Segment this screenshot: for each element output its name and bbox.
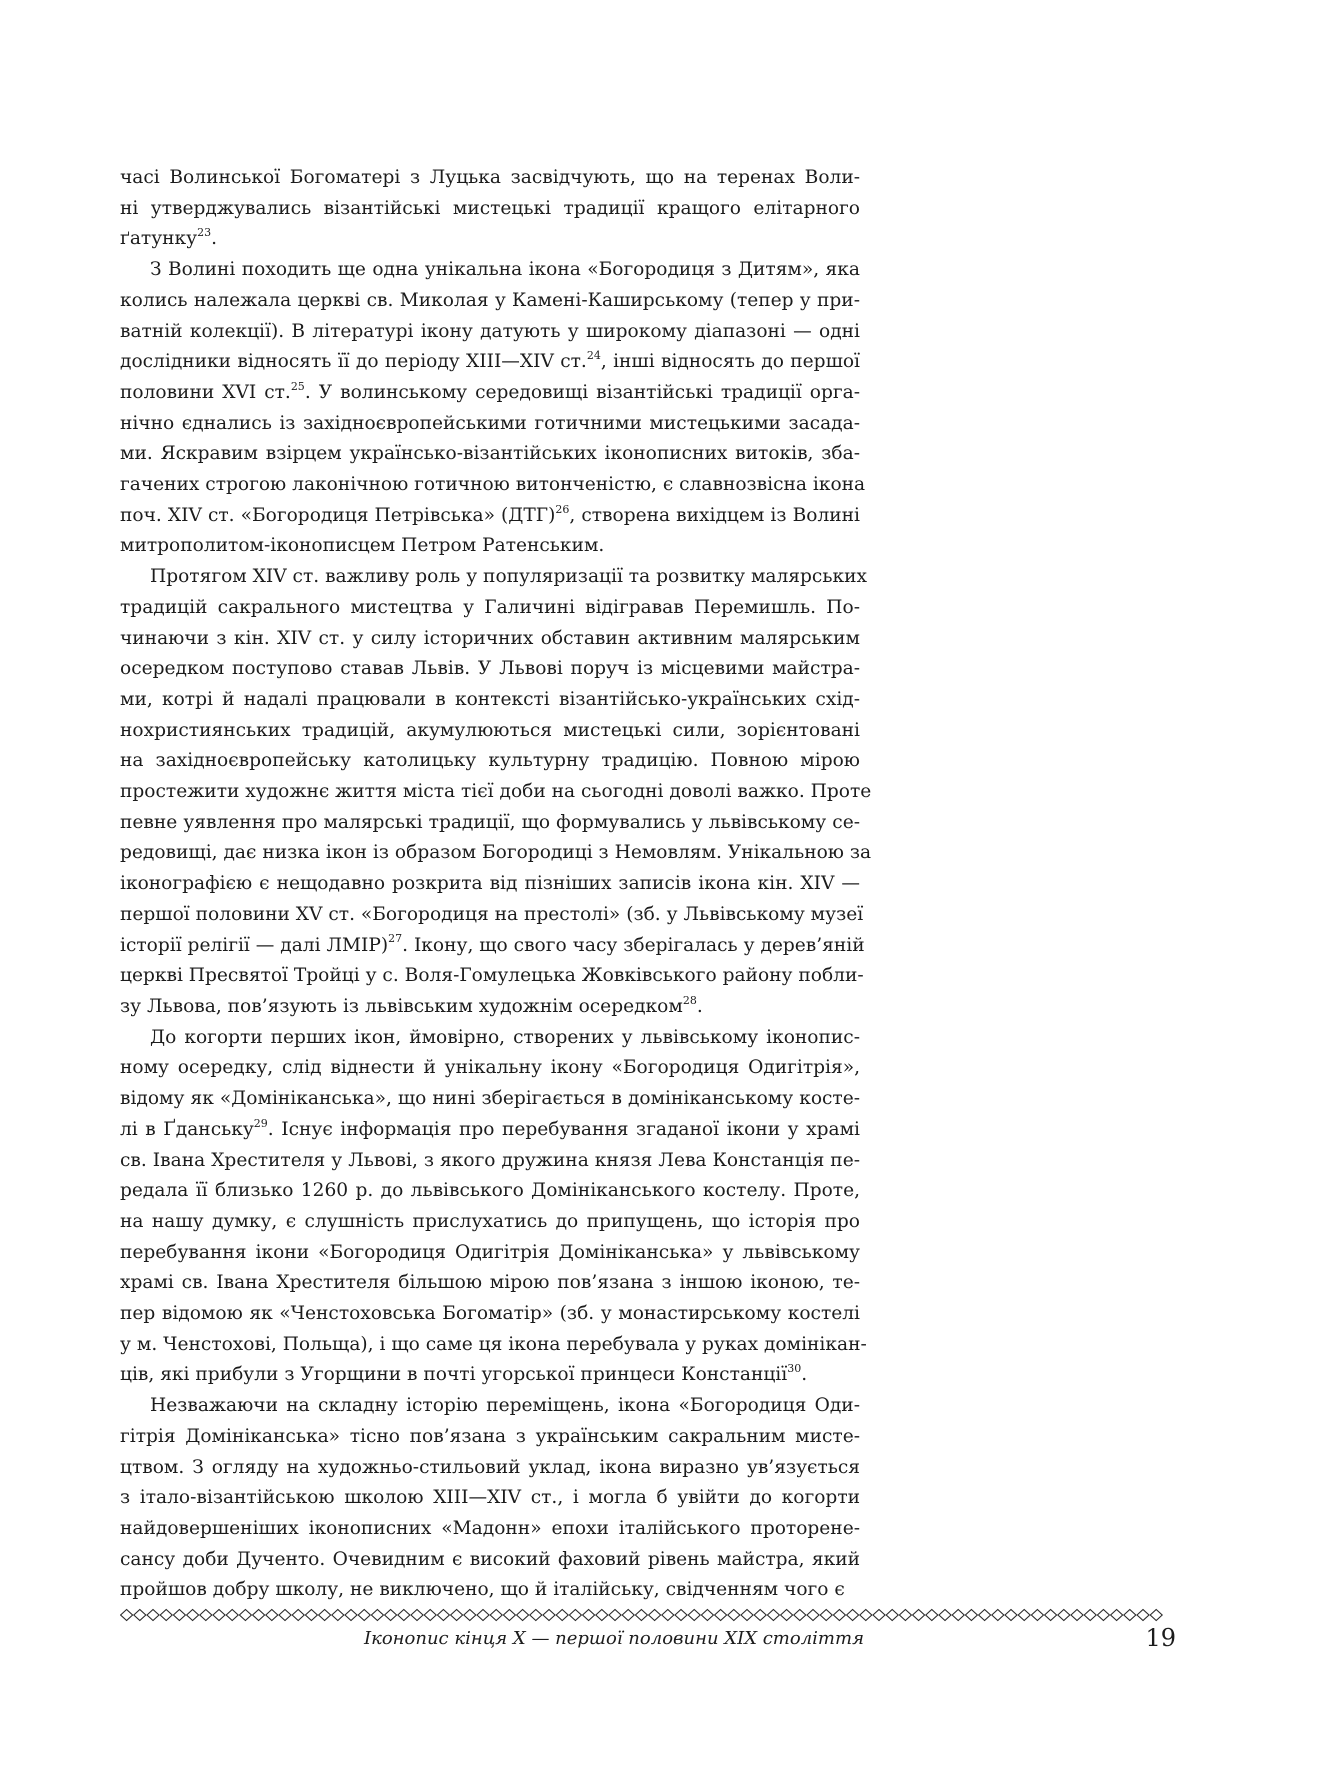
text-line (120, 378, 860, 409)
text-run: . Існує інформація про перебування згаданої ікони у храмі (267, 1118, 860, 1140)
text-run: дослідники відносять її до періоду XIII—XIV ст. (120, 351, 587, 373)
text-line (120, 194, 860, 225)
text-line (120, 1146, 860, 1177)
diamond-ornament (873, 1610, 885, 1621)
diamond-ornament (305, 1610, 317, 1621)
text-line (120, 1483, 860, 1514)
diamond-ornament (121, 1610, 133, 1621)
text-run: зу Львова, пов’язують із львівським художнім осередком (120, 995, 683, 1017)
text-line (120, 1575, 860, 1606)
diamond-ornament (1097, 1610, 1109, 1621)
text-run: простежити художнє життя міста тієї доби на сьогодні доволі важко. Проте (120, 781, 872, 803)
diamond-ornament (332, 1610, 344, 1621)
text-run: . (801, 1364, 808, 1386)
text-run: храмі св. Івана Хрестителя більшою мірою пов’язана з іншою іконою, те- (120, 1272, 860, 1294)
text-line (120, 409, 860, 440)
text-run: половини XVI ст. (120, 381, 291, 403)
diamond-ornament (807, 1610, 819, 1621)
diamond-ornament (160, 1610, 172, 1621)
diamond-ornament (437, 1610, 449, 1621)
diamond-ornament (583, 1610, 595, 1621)
diamond-ornament (820, 1610, 832, 1621)
diamond-ornament (833, 1610, 845, 1621)
text-run: ми, котрі й надалі працювали в контексті візантійсько-українських схід- (120, 688, 860, 710)
text-line (120, 746, 860, 777)
text-line (120, 1115, 860, 1146)
diamond-ornament (517, 1610, 529, 1621)
text-run: . (696, 995, 703, 1017)
footnote-ref: 24 (586, 349, 601, 363)
text-line (120, 1207, 860, 1238)
text-run: . (211, 228, 218, 250)
diamond-ornament (490, 1610, 502, 1621)
text-line (120, 838, 872, 869)
diamond-ornament (451, 1610, 463, 1621)
diamond-ornament (530, 1610, 542, 1621)
text-run: До когорти перших ікон, ймовірно, створених у львівському іконопис- (150, 1026, 860, 1048)
text-line (120, 1514, 860, 1545)
text-run: св. Івана Хрестителя у Львові, з якого дружина князя Лева Констанція пе- (120, 1149, 860, 1171)
diamond-ornament (939, 1610, 951, 1621)
text-run: лі в Ґданську (120, 1118, 254, 1140)
text-run: найдовершеніших іконописних «Мадонн» епохи італійського проторене- (120, 1517, 860, 1539)
text-run: Протягом XIV ст. важливу роль у популяризації та розвитку малярських (150, 566, 867, 588)
diamond-ornament (147, 1610, 159, 1621)
diamond-ornament (662, 1610, 674, 1621)
text-line (120, 931, 865, 962)
text-run: ґатунку (120, 228, 198, 250)
diamond-ornament (556, 1610, 568, 1621)
text-line (120, 347, 860, 378)
diamond-ornament (1071, 1610, 1083, 1621)
text-run: редовищі, дає низка ікон із образом Богородиці з Немовлям. Унікальною за (120, 842, 872, 864)
text-run: редала її близько 1260 р. до львівського Домініканського костелу. Проте, (120, 1180, 860, 1202)
text-line (120, 961, 864, 992)
diamond-ornament (715, 1610, 727, 1621)
footnote-ref: 30 (787, 1362, 802, 1376)
diamond-ornament (965, 1610, 977, 1621)
footnote-ref: 25 (290, 379, 305, 393)
text-run: певне уявлення про малярські традиції, що формувались у львівському се- (120, 811, 860, 833)
diamond-ornament (635, 1610, 647, 1621)
diamond-ornament (1137, 1610, 1149, 1621)
diamond-ornament (1045, 1610, 1057, 1621)
diamond-ornament (239, 1610, 251, 1621)
text-line (120, 1545, 860, 1576)
text-line (120, 716, 860, 747)
diamond-ornament (979, 1610, 991, 1621)
diamond-ornament (371, 1610, 383, 1621)
diamond-ornament (781, 1610, 793, 1621)
diamond-ornament (253, 1610, 265, 1621)
text-run: перебування ікони «Богородиця Одигітрія Домініканська» у львівському (120, 1241, 860, 1263)
text-line (120, 624, 860, 655)
text-line (120, 562, 867, 593)
text-run: нічно єднались із західноєвропейськими готичними мистецькими засада- (120, 412, 860, 434)
text-run: церкві Пресвятої Тройці у с. Воля-Гомулецька Жовківського району побли- (120, 965, 864, 987)
text-run: поч. XIV ст. «Богородиця Петрівська» (ДТГ) (120, 504, 556, 526)
text-line (120, 1268, 860, 1299)
text-run: , створена вихідцем із Волині (569, 504, 860, 526)
diamond-ornament (543, 1610, 555, 1621)
diamond-ornament (952, 1610, 964, 1621)
diamond-ornament (992, 1610, 1004, 1621)
page-number: 19 (1145, 1624, 1176, 1652)
diamond-ornament (1124, 1610, 1136, 1621)
diamond-ornament (675, 1610, 687, 1621)
diamond-ornament (266, 1610, 278, 1621)
text-run: цтвом. З огляду на художньо-стильовий уклад, ікона виразно ув’язується (120, 1456, 860, 1478)
diamond-ornament (926, 1610, 938, 1621)
diamond-ornament (464, 1610, 476, 1621)
text-line (120, 317, 860, 348)
diamond-ornament (200, 1610, 212, 1621)
text-line (120, 1084, 860, 1115)
text-line (120, 255, 860, 286)
diamond-ornament (794, 1610, 806, 1621)
text-line (120, 1330, 867, 1361)
text-run: сансу доби Дученто. Очевидним є високий фаховий рівень майстра, який (120, 1548, 860, 1570)
diamond-ornament (860, 1610, 872, 1621)
footnote-ref: 29 (253, 1116, 268, 1130)
body-paragraph (120, 163, 860, 255)
text-run: ватній колекції). В літературі ікону датують у широкому діапазоні — одні (120, 320, 860, 342)
text-line (120, 1391, 860, 1422)
text-line (120, 685, 860, 716)
diamond-ornament (503, 1610, 515, 1621)
diamond-ornament (279, 1610, 291, 1621)
footnote-ref: 26 (555, 502, 570, 516)
diamond-ornament (649, 1610, 661, 1621)
diamond-ornament (596, 1610, 608, 1621)
text-line (120, 1176, 860, 1207)
text-line (120, 163, 860, 194)
text-run: гітрія Домініканська» тісно пов’язана з українським сакральним мисте- (120, 1425, 860, 1447)
text-run: ців, які прибули з Угорщини в почті угорської принцеси Констанції (120, 1364, 788, 1386)
text-run: часі Волинської Богоматері з Луцька засвідчують, що на теренах Воли- (120, 167, 860, 188)
text-run: гачених строгою лаконічною готичною витонченістю, є славнозвісна ікона (120, 474, 866, 496)
text-line (120, 593, 860, 624)
text-line (120, 1238, 860, 1269)
text-run: . У волинському середовищі візантійські традиції орга- (304, 381, 860, 403)
text-run: чинаючи з кін. XIV ст. у силу історичних обставин активним малярським (120, 627, 860, 649)
text-run: з італо-візантійською школою XIII—XIV ст., і могла б увійти до когорти (120, 1487, 860, 1509)
text-run: митрополитом-іконописцем Петром Ратенським. (120, 535, 605, 557)
text-line (120, 808, 860, 839)
text-line (120, 1023, 860, 1054)
diamond-ornament (569, 1610, 581, 1621)
text-line (120, 224, 860, 255)
text-line (120, 1053, 860, 1084)
text-line (120, 1360, 860, 1391)
diamond-ornament (477, 1610, 489, 1621)
text-run: ному осередку, слід віднести й унікальну ікону «Богородиця Одигітрія», (120, 1057, 860, 1079)
diamond-ornament (899, 1610, 911, 1621)
footnote-ref: 23 (197, 226, 212, 240)
text-run: колись належала церкві св. Миколая у Камені-Каширському (тепер у при- (120, 289, 860, 311)
diamond-ornament (319, 1610, 331, 1621)
text-line (120, 869, 860, 900)
diamond-ornament (1031, 1610, 1043, 1621)
text-line (120, 1299, 860, 1330)
diamond-ornament (754, 1610, 766, 1621)
body-paragraph (120, 1391, 860, 1606)
text-run: відому як «Домініканська», що нині зберігається в домініканському косте- (120, 1088, 860, 1110)
text-line (120, 900, 864, 931)
body-paragraph (120, 1023, 867, 1391)
text-run: , інші відносять до першої (600, 351, 861, 373)
text-run: ми. Яскравим взірцем українсько-візантійських іконописних витоків, зба- (120, 443, 860, 465)
diamond-ornament (345, 1610, 357, 1621)
text-line (120, 1453, 860, 1484)
diamond-ornament (226, 1610, 238, 1621)
text-run: пер відомою як «Ченстоховська Богоматір» (зб. у монастирському костелі (120, 1303, 860, 1325)
diamond-ornament (688, 1610, 700, 1621)
text-run: ні утверджувались візантійські мистецькі традиції кращого елітарного (120, 197, 860, 219)
diamond-ornament (358, 1610, 370, 1621)
diamond-ornament (701, 1610, 713, 1621)
text-line (120, 501, 860, 532)
diamond-ornament (622, 1610, 634, 1621)
text-line (120, 777, 872, 808)
text-run: осередком поступово ставав Львів. У Львові поруч із місцевими майстра- (120, 658, 860, 680)
footnote-ref: 28 (682, 993, 697, 1007)
diamond-ornament (609, 1610, 621, 1621)
text-run: . Ікону, що свого часу зберігалась у дерев’яній (402, 934, 865, 956)
diamond-ornament (847, 1610, 859, 1621)
text-run: історії релігії — далі ЛМІР) (120, 934, 389, 956)
text-run: Незважаючи на складну історію переміщень, ікона «Богородиця Оди- (150, 1395, 860, 1417)
diamond-ornament (385, 1610, 397, 1621)
text-run: іконографією є нещодавно розкрита від пізніших записів ікона кін. XIV — (120, 873, 860, 895)
text-run: першої половини XV ст. «Богородиця на престолі» (зб. у Львівському музеї (120, 903, 864, 925)
diamond-ornament (411, 1610, 423, 1621)
diamond-ornament (767, 1610, 779, 1621)
text-line (120, 992, 860, 1023)
footnote-ref: 27 (388, 932, 403, 946)
text-run: пройшов добру школу, не виключено, що й італійську, свідченням чого є (120, 1579, 845, 1601)
text-line (120, 439, 860, 470)
body-paragraph (120, 562, 872, 1023)
text-run: нохристиянських традицій, акумулюються мистецькі сили, зорієнтовані (120, 719, 860, 741)
diamond-ornament (1150, 1610, 1162, 1621)
text-run: традицій сакрального мистецтва у Галичині відігравав Перемишль. По- (120, 596, 860, 618)
text-line (120, 531, 860, 562)
diamond-ornament (913, 1610, 925, 1621)
text-run: у м. Ченстохові, Польща), і що саме ця ікона перебувала у руках домінікан- (120, 1333, 867, 1355)
diamond-ornament (741, 1610, 753, 1621)
diamond-ornament (398, 1610, 410, 1621)
text-line (120, 1422, 860, 1453)
diamond-ornament (1111, 1610, 1123, 1621)
body-paragraph (120, 255, 866, 562)
text-run: на західноєвропейську католицьку культурну традицію. Повною мірою (120, 750, 860, 772)
ornamental-divider (120, 1607, 1175, 1623)
text-line (120, 286, 860, 317)
diamond-ornament (173, 1610, 185, 1621)
diamond-ornament (1005, 1610, 1017, 1621)
text-run: З Волині походить ще одна унікальна ікона «Богородиця з Дитям», яка (150, 259, 860, 281)
diamond-ornament (886, 1610, 898, 1621)
diamond-ornament (213, 1610, 225, 1621)
diamond-ornament (187, 1610, 199, 1621)
diamond-ornament (134, 1610, 146, 1621)
diamond-ornament (1058, 1610, 1070, 1621)
diamond-ornament (424, 1610, 436, 1621)
diamond-ornament (1018, 1610, 1030, 1621)
text-run: на нашу думку, є слушність прислухатись до припущень, що історія про (120, 1210, 860, 1232)
text-line (120, 470, 866, 501)
diamond-ornament (728, 1610, 740, 1621)
text-line (120, 654, 860, 685)
running-footer-title: Іконопис кінця X — першої половини XIX століття (363, 1628, 864, 1649)
diamond-ornament (1084, 1610, 1096, 1621)
diamond-ornament (292, 1610, 304, 1621)
main-text (120, 163, 872, 1606)
